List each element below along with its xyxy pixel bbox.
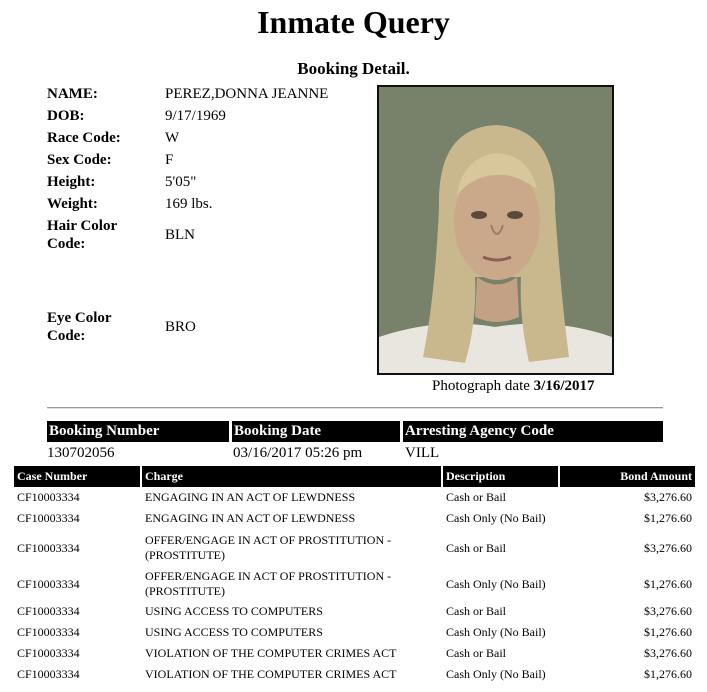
page-subtitle: Booking Detail. (297, 59, 410, 78)
weight-label: Weight: (47, 196, 98, 212)
name-value: PEREZ,DONNA JEANNE (165, 86, 329, 102)
photograph-date-label: Photograph date (432, 378, 530, 394)
section-divider (47, 407, 663, 409)
bond-amount-cell: $1,276.60 (644, 625, 692, 639)
hair-color-label (47, 217, 117, 253)
charge-cell: VIOLATION OF THE COMPUTER CRIMES ACT (145, 667, 397, 681)
case-number-cell: CF10003334 (17, 576, 80, 591)
bond-amount-cell: $1,276.60 (644, 576, 692, 591)
description-cell: Cash or Bail (446, 490, 506, 504)
case-number-cell: CF10003334 (17, 511, 80, 525)
race-label: Race Code: (47, 130, 121, 146)
charge-cell: USING ACCESS TO COMPUTERS (145, 625, 323, 639)
table-row (0, 645, 707, 662)
charge-cell: OFFER/ENGAGE IN ACT OF PROSTITUTION - (PROSTITUTE) (145, 533, 392, 562)
table-row (0, 624, 707, 641)
height-value: 5'05" (165, 174, 197, 190)
description-cell: Cash Only (No Bail) (446, 576, 546, 591)
bond-amount-cell: $3,276.60 (644, 604, 692, 618)
description-cell: Cash Only (No Bail) (446, 625, 546, 639)
charge-header: Charge (142, 466, 441, 487)
photograph-date (432, 378, 595, 395)
case-number-cell: CF10003334 (17, 490, 80, 504)
bond-amount-cell: $1,276.60 (644, 511, 692, 525)
dob-label: DOB: (47, 108, 85, 124)
eye-color-label (47, 309, 112, 345)
name-label: NAME: (47, 86, 98, 102)
table-row (0, 666, 707, 683)
description-cell: Cash Only (No Bail) (446, 511, 546, 525)
booking-date-header: Booking Date (232, 421, 400, 442)
race-value: W (165, 130, 180, 146)
charge-cell: ENGAGING IN AN ACT OF LEWDNESS (145, 490, 356, 504)
charge-cell: VIOLATION OF THE COMPUTER CRIMES ACT (145, 646, 397, 660)
table-row (0, 532, 707, 564)
hair-color-label-line1: Hair Color (47, 218, 118, 234)
dob-value: 9/17/1969 (165, 108, 226, 124)
table-row (0, 510, 707, 527)
eye-color-label-line2: Code: (47, 328, 86, 344)
booking-number-header: Booking Number (47, 421, 229, 442)
case-number-cell: CF10003334 (17, 625, 80, 639)
booking-number-value: 130702056 (47, 445, 115, 461)
inmate-photo (377, 85, 614, 375)
description-cell: Cash or Bail (446, 540, 506, 555)
table-row (0, 568, 707, 600)
arresting-agency-value: VILL (405, 445, 440, 461)
page-title: Inmate Query (257, 4, 450, 40)
bond-amount-header: Bond Amount (560, 466, 695, 487)
bond-amount-cell: $1,276.60 (644, 667, 692, 681)
table-row (0, 603, 707, 620)
height-label: Height: (47, 174, 96, 190)
description-header: Description (443, 466, 558, 487)
booking-date-value: 03/16/2017 05:26 pm (233, 445, 363, 461)
charge-cell: OFFER/ENGAGE IN ACT OF PROSTITUTION - (PROSTITUTE) (145, 569, 392, 598)
bond-amount-cell: $3,276.60 (644, 490, 692, 504)
hair-color-label-line2: Code: (47, 236, 86, 252)
bond-amount-cell: $3,276.60 (644, 646, 692, 660)
weight-value: 169 lbs. (165, 196, 213, 212)
hair-color-value: BLN (165, 227, 195, 243)
description-cell: Cash Only (No Bail) (446, 667, 546, 681)
photograph-date-value: 3/16/2017 (533, 378, 595, 394)
charge-cell: USING ACCESS TO COMPUTERS (145, 604, 323, 618)
case-number-cell: CF10003334 (17, 646, 80, 660)
case-number-header: Case Number (14, 466, 140, 487)
eye-color-label-line1: Eye Color (47, 310, 112, 326)
description-cell: Cash or Bail (446, 646, 506, 660)
table-row (0, 489, 707, 506)
sex-value: F (165, 152, 174, 168)
bond-amount-cell: $3,276.60 (644, 540, 692, 555)
description-cell: Cash or Bail (446, 604, 506, 618)
case-number-cell: CF10003334 (17, 540, 80, 555)
case-number-cell: CF10003334 (17, 604, 80, 618)
case-number-cell: CF10003334 (17, 667, 80, 681)
charge-cell: ENGAGING IN AN ACT OF LEWDNESS (145, 511, 356, 525)
arresting-agency-header: Arresting Agency Code (403, 421, 663, 442)
sex-label: Sex Code: (47, 152, 112, 168)
eye-color-value: BRO (165, 319, 196, 335)
